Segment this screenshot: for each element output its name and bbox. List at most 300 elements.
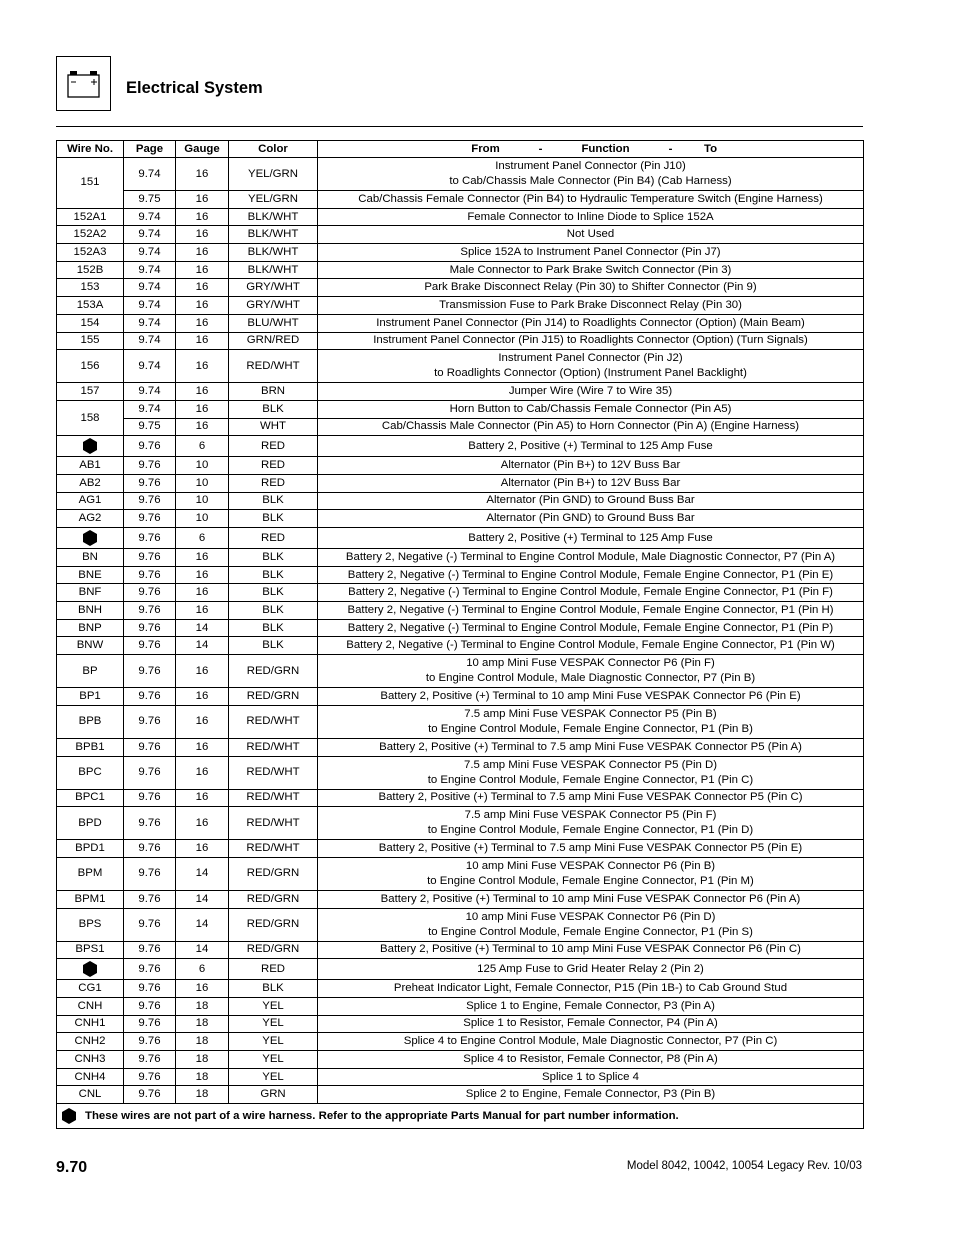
cell-page: 9.76 xyxy=(124,436,176,457)
function-line: to Cab/Chassis Male Connector (Pin B4) (Cab Harness) xyxy=(449,175,732,187)
cell-function xyxy=(318,457,864,475)
table-row xyxy=(57,244,864,262)
cell-color: BRN xyxy=(229,383,318,401)
cell-page: 9.76 xyxy=(124,738,176,756)
cell-function xyxy=(318,637,864,655)
function-line: Alternator (Pin GND) to Ground Buss Bar xyxy=(486,494,695,507)
cell-function xyxy=(318,510,864,528)
function-line: Cab/Chassis Male Connector (Pin A5) to Horn Connector (Pin A) (Engine Harness) xyxy=(381,420,800,433)
function-line: Battery 2, Positive (+) Terminal to 10 amp Mini Fuse VESPAK Connector P6 (Pin C) xyxy=(380,943,801,956)
cell-page: 9.76 xyxy=(124,637,176,655)
cell-page: 9.76 xyxy=(124,980,176,998)
cell-wire-no: BPC1 xyxy=(57,789,124,807)
table-row xyxy=(57,510,864,528)
cell-function xyxy=(318,418,864,436)
cell-function xyxy=(318,619,864,637)
cell-gauge: 18 xyxy=(176,1051,229,1069)
table-row xyxy=(57,959,864,980)
cell-gauge: 16 xyxy=(176,383,229,401)
cell-color: BLK xyxy=(229,980,318,998)
cell-function xyxy=(318,1086,864,1104)
hexagon-icon xyxy=(82,438,98,454)
cell-wire-no: BPM xyxy=(57,857,124,890)
cell-wire-no xyxy=(57,528,124,549)
cell-gauge: 16 xyxy=(176,297,229,315)
cell-color: RED xyxy=(229,436,318,457)
cell-gauge: 16 xyxy=(176,191,229,209)
cell-color: RED/WHT xyxy=(229,840,318,858)
table-row xyxy=(57,418,864,436)
cell-wire-no: CNH1 xyxy=(57,1015,124,1033)
cell-function xyxy=(318,1068,864,1086)
function-line: 10 amp Mini Fuse VESPAK Connector P6 (Pin F) xyxy=(466,657,715,670)
cell-page: 9.76 xyxy=(124,549,176,567)
cell-page: 9.76 xyxy=(124,510,176,528)
cell-page: 9.74 xyxy=(124,314,176,332)
table-row xyxy=(57,908,864,941)
cell-page: 9.76 xyxy=(124,602,176,620)
cell-color: RED/GRN xyxy=(229,857,318,890)
cell-gauge: 10 xyxy=(176,510,229,528)
cell-page: 9.76 xyxy=(124,1033,176,1051)
cell-gauge: 16 xyxy=(176,261,229,279)
cell-page: 9.74 xyxy=(124,332,176,350)
cell-function xyxy=(318,840,864,858)
table-row xyxy=(57,383,864,401)
function-line: Battery 2, Positive (+) Terminal to 7.5 amp Mini Fuse VESPAK Connector P5 (Pin C) xyxy=(378,791,803,804)
cell-gauge: 16 xyxy=(176,756,229,789)
cell-color: YEL xyxy=(229,1068,318,1086)
cell-color: RED/WHT xyxy=(229,756,318,789)
cell-function xyxy=(318,890,864,908)
cell-gauge: 16 xyxy=(176,602,229,620)
table-row xyxy=(57,941,864,959)
function-line: 10 amp Mini Fuse VESPAK Connector P6 (Pin D) xyxy=(465,910,716,923)
cell-gauge: 16 xyxy=(176,314,229,332)
cell-page: 9.76 xyxy=(124,959,176,980)
cell-function xyxy=(318,332,864,350)
cell-gauge: 16 xyxy=(176,566,229,584)
cell-wire-no: 152A3 xyxy=(57,244,124,262)
table-row xyxy=(57,789,864,807)
cell-page: 9.76 xyxy=(124,474,176,492)
cell-gauge: 14 xyxy=(176,637,229,655)
table-row xyxy=(57,208,864,226)
cell-wire-no: BPS xyxy=(57,908,124,941)
function-line: Battery 2, Positive (+) Terminal to 7.5 amp Mini Fuse VESPAK Connector P5 (Pin A) xyxy=(379,740,802,753)
table-row xyxy=(57,566,864,584)
cell-gauge: 16 xyxy=(176,840,229,858)
cell-wire-no: 153 xyxy=(57,279,124,297)
cell-page: 9.76 xyxy=(124,528,176,549)
table-row xyxy=(57,688,864,706)
function-line: Instrument Panel Connector (Pin J14) to Roadlights Connector (Option) (Main Beam) xyxy=(376,316,805,329)
function-line: Battery 2, Negative (-) Terminal to Engine Control Module, Female Engine Connector, P1 (Pin F) xyxy=(348,586,833,599)
cell-function xyxy=(318,492,864,510)
function-line: Male Connector to Park Brake Switch Connector (Pin 3) xyxy=(449,263,732,276)
table-row xyxy=(57,492,864,510)
cell-page: 9.76 xyxy=(124,1086,176,1104)
cell-function xyxy=(318,279,864,297)
cell-function xyxy=(318,297,864,315)
col-color: Color xyxy=(229,141,318,158)
cell-function xyxy=(318,908,864,941)
cell-wire-no: 152A2 xyxy=(57,226,124,244)
table-row xyxy=(57,584,864,602)
cell-color: GRY/WHT xyxy=(229,279,318,297)
cell-color: RED/WHT xyxy=(229,350,318,383)
cell-function xyxy=(318,474,864,492)
table-row xyxy=(57,314,864,332)
cell-page: 9.76 xyxy=(124,890,176,908)
cell-gauge: 14 xyxy=(176,619,229,637)
cell-color: RED/GRN xyxy=(229,941,318,959)
function-line: to Engine Control Module, Female Engine Connector, P1 (Pin M) xyxy=(427,874,754,887)
cell-color: BLK xyxy=(229,637,318,655)
cell-color: RED/GRN xyxy=(229,908,318,941)
cell-function xyxy=(318,191,864,209)
function-line: Splice 2 to Engine, Female Connector, P3 (Pin B) xyxy=(465,1088,716,1101)
table-row xyxy=(57,549,864,567)
cell-gauge: 16 xyxy=(176,400,229,418)
cell-gauge: 16 xyxy=(176,980,229,998)
cell-wire-no: 158 xyxy=(57,400,124,435)
cell-color: BLK/WHT xyxy=(229,208,318,226)
cell-gauge: 14 xyxy=(176,941,229,959)
cell-color: RED/GRN xyxy=(229,688,318,706)
cell-color: RED/WHT xyxy=(229,807,318,840)
cell-function xyxy=(318,756,864,789)
cell-color: BLK/WHT xyxy=(229,226,318,244)
table-row xyxy=(57,1051,864,1069)
table-row xyxy=(57,350,864,383)
table-row xyxy=(57,980,864,998)
cell-color: BLK xyxy=(229,400,318,418)
cell-function xyxy=(318,1015,864,1033)
cell-page: 9.76 xyxy=(124,857,176,890)
function-line: 125 Amp Fuse to Grid Heater Relay 2 (Pin 2) xyxy=(477,962,704,975)
cell-gauge: 6 xyxy=(176,436,229,457)
function-line: to Engine Control Module, Female Engine Connector, P1 (Pin D) xyxy=(427,824,754,837)
cell-color: GRY/WHT xyxy=(229,297,318,315)
cell-gauge: 14 xyxy=(176,908,229,941)
cell-color: YEL/GRN xyxy=(229,158,318,191)
cell-color: BLK/WHT xyxy=(229,244,318,262)
table-row xyxy=(57,436,864,457)
function-line: Splice 1 to Resistor, Female Connector, P4 (Pin A) xyxy=(463,1017,718,1030)
cell-page: 9.76 xyxy=(124,1051,176,1069)
cell-function xyxy=(318,383,864,401)
hexagon-icon xyxy=(82,961,98,977)
cell-color: RED/WHT xyxy=(229,738,318,756)
cell-function xyxy=(318,941,864,959)
function-line: Alternator (Pin B+) to 12V Buss Bar xyxy=(500,476,681,489)
cell-color: BLK xyxy=(229,492,318,510)
cell-color: RED xyxy=(229,457,318,475)
cell-color: WHT xyxy=(229,418,318,436)
cell-color: RED xyxy=(229,959,318,980)
cell-wire-no: CNH3 xyxy=(57,1051,124,1069)
function-line: Preheat Indicator Light, Female Connector, P15 (Pin 1B-) to Cab Ground Stud xyxy=(393,982,788,995)
cell-color: RED/GRN xyxy=(229,655,318,688)
cell-page: 9.74 xyxy=(124,158,176,191)
cell-function xyxy=(318,688,864,706)
function-line: 10 amp Mini Fuse VESPAK Connector P6 (Pin B) xyxy=(465,859,716,872)
function-line: Alternator (Pin B+) to 12V Buss Bar xyxy=(500,459,681,472)
cell-gauge: 14 xyxy=(176,857,229,890)
table-row xyxy=(57,1015,864,1033)
function-line: to Roadlights Connector (Option) (Instrument Panel Backlight) xyxy=(434,367,747,380)
function-line: Park Brake Disconnect Relay (Pin 30) to Shifter Connector (Pin 9) xyxy=(424,281,757,294)
cell-wire-no: BPC xyxy=(57,756,124,789)
cell-page: 9.74 xyxy=(124,383,176,401)
cell-page: 9.76 xyxy=(124,619,176,637)
table-row xyxy=(57,705,864,738)
cell-gauge: 16 xyxy=(176,350,229,383)
cell-page: 9.76 xyxy=(124,492,176,510)
cell-function xyxy=(318,857,864,890)
cell-color: BLK xyxy=(229,584,318,602)
cell-wire-no: BNF xyxy=(57,584,124,602)
cell-gauge: 18 xyxy=(176,1015,229,1033)
cell-page: 9.74 xyxy=(124,297,176,315)
cell-color: YEL xyxy=(229,1051,318,1069)
cell-gauge: 16 xyxy=(176,738,229,756)
function-line: Transmission Fuse to Park Brake Disconnect Relay (Pin 30) xyxy=(439,298,742,311)
cell-gauge: 16 xyxy=(176,705,229,738)
table-row xyxy=(57,756,864,789)
cell-wire-no: BP xyxy=(57,655,124,688)
cell-color: RED xyxy=(229,528,318,549)
table-row xyxy=(57,655,864,688)
cell-color: YEL xyxy=(229,997,318,1015)
cell-gauge: 16 xyxy=(176,688,229,706)
cell-function xyxy=(318,400,864,418)
cell-page: 9.76 xyxy=(124,807,176,840)
cell-function xyxy=(318,738,864,756)
cell-gauge: 6 xyxy=(176,959,229,980)
function-line: Battery 2, Negative (-) Terminal to Engine Control Module, Male Diagnostic Connector, P7 (Pin A) xyxy=(345,550,836,563)
cell-gauge: 16 xyxy=(176,584,229,602)
function-line: Not Used xyxy=(566,228,615,241)
cell-function xyxy=(318,244,864,262)
cell-function xyxy=(318,261,864,279)
cell-function xyxy=(318,602,864,620)
table-row xyxy=(57,890,864,908)
cell-wire-no: CG1 xyxy=(57,980,124,998)
cell-page: 9.74 xyxy=(124,208,176,226)
table-row xyxy=(57,297,864,315)
cell-page: 9.76 xyxy=(124,566,176,584)
function-line: Battery 2, Negative (-) Terminal to Engine Control Module, Female Engine Connector, P1 (Pin E) xyxy=(347,568,834,581)
cell-wire-no: 156 xyxy=(57,350,124,383)
function-line: Battery 2, Positive (+) Terminal to 10 amp Mini Fuse VESPAK Connector P6 (Pin E) xyxy=(380,689,801,702)
cell-wire-no: 154 xyxy=(57,314,124,332)
cell-wire-no: 153A xyxy=(57,297,124,315)
cell-wire-no: BNH xyxy=(57,602,124,620)
col-gauge: Gauge xyxy=(176,141,229,158)
cell-page: 9.76 xyxy=(124,941,176,959)
cell-page: 9.74 xyxy=(124,350,176,383)
cell-wire-no: BP1 xyxy=(57,688,124,706)
table-row xyxy=(57,840,864,858)
cell-page: 9.76 xyxy=(124,789,176,807)
cell-page: 9.74 xyxy=(124,226,176,244)
cell-color: BLK xyxy=(229,619,318,637)
cell-function xyxy=(318,959,864,980)
function-line: Battery 2, Positive (+) Terminal to 125 Amp Fuse xyxy=(468,531,713,544)
page-number: 9.70 xyxy=(56,1159,88,1176)
cell-wire-no: AG1 xyxy=(57,492,124,510)
hexagon-icon xyxy=(82,530,98,546)
table-row xyxy=(57,400,864,418)
cell-page: 9.74 xyxy=(124,279,176,297)
cell-gauge: 18 xyxy=(176,1068,229,1086)
cell-wire-no: 151 xyxy=(57,158,124,209)
function-line: to Engine Control Module, Female Engine Connector, P1 (Pin C) xyxy=(427,773,754,786)
table-row xyxy=(57,1086,864,1104)
cell-wire-no: BPD xyxy=(57,807,124,840)
col-page: Page xyxy=(124,141,176,158)
cell-function xyxy=(318,1033,864,1051)
function-line: 7.5 amp Mini Fuse VESPAK Connector P5 (Pin B) xyxy=(464,707,717,720)
table-row xyxy=(57,1033,864,1051)
model-revision: Model 8042, 10042, 10054 Legacy Rev. 10/03 xyxy=(626,1160,862,1172)
table-row xyxy=(57,191,864,209)
cell-color: RED/WHT xyxy=(229,789,318,807)
cell-function xyxy=(318,226,864,244)
function-line: Horn Button to Cab/Chassis Female Connector (Pin A5) xyxy=(449,402,732,415)
cell-page: 9.74 xyxy=(124,244,176,262)
function-line: Splice 4 to Engine Control Module, Male Diagnostic Connector, P7 (Pin C) xyxy=(403,1035,778,1048)
cell-color: GRN xyxy=(229,1086,318,1104)
section-title: Electrical System xyxy=(126,79,263,97)
function-line: to Engine Control Module, Female Engine Connector, P1 (Pin B) xyxy=(428,722,753,735)
function-line: Battery 2, Negative (-) Terminal to Engine Control Module, Female Engine Connector, P1 (Pin P) xyxy=(347,621,834,634)
cell-gauge: 10 xyxy=(176,474,229,492)
cell-page: 9.76 xyxy=(124,655,176,688)
cell-wire-no: BNW xyxy=(57,637,124,655)
cell-gauge: 10 xyxy=(176,457,229,475)
cell-page: 9.76 xyxy=(124,840,176,858)
cell-color: YEL/GRN xyxy=(229,191,318,209)
cell-page: 9.76 xyxy=(124,1068,176,1086)
table-row xyxy=(57,332,864,350)
function-line: to Engine Control Module, Male Diagnostic Connector, P7 (Pin B) xyxy=(425,672,756,685)
cell-page: 9.75 xyxy=(124,418,176,436)
header-rule xyxy=(56,126,863,127)
cell-gauge: 16 xyxy=(176,279,229,297)
cell-color: BLK xyxy=(229,510,318,528)
function-line: Instrument Panel Connector (Pin J2) xyxy=(498,352,683,365)
cell-wire-no: BPM1 xyxy=(57,890,124,908)
cell-wire-no: BNP xyxy=(57,619,124,637)
cell-gauge: 16 xyxy=(176,208,229,226)
cell-color: BLK xyxy=(229,566,318,584)
cell-gauge: 6 xyxy=(176,528,229,549)
function-line: 7.5 amp Mini Fuse VESPAK Connector P5 (Pin D) xyxy=(463,758,718,771)
cell-function xyxy=(318,980,864,998)
cell-gauge: 16 xyxy=(176,418,229,436)
cell-wire-no: BPD1 xyxy=(57,840,124,858)
cell-wire-no: BNE xyxy=(57,566,124,584)
cell-gauge: 16 xyxy=(176,244,229,262)
cell-page: 9.76 xyxy=(124,457,176,475)
cell-gauge: 16 xyxy=(176,789,229,807)
table-header-row xyxy=(57,141,864,158)
function-line: Battery 2, Positive (+) Terminal to 125 Amp Fuse xyxy=(468,439,713,452)
function-line: Battery 2, Positive (+) Terminal to 7.5 amp Mini Fuse VESPAK Connector P5 (Pin E) xyxy=(378,842,803,855)
cell-wire-no: BPB xyxy=(57,705,124,738)
cell-color: BLU/WHT xyxy=(229,314,318,332)
battery-icon xyxy=(56,56,111,111)
cell-function xyxy=(318,655,864,688)
col-function: From - Function - To xyxy=(318,141,864,158)
cell-function xyxy=(318,208,864,226)
cell-gauge: 16 xyxy=(176,158,229,191)
table-row xyxy=(57,457,864,475)
cell-function xyxy=(318,314,864,332)
cell-gauge: 16 xyxy=(176,655,229,688)
function-line: Splice 1 to Engine, Female Connector, P3 (Pin A) xyxy=(466,999,715,1012)
table-row xyxy=(57,997,864,1015)
function-line: 7.5 amp Mini Fuse VESPAK Connector P5 (Pin F) xyxy=(464,809,717,822)
cell-page: 9.76 xyxy=(124,705,176,738)
cell-color: YEL xyxy=(229,1033,318,1051)
cell-wire-no: BN xyxy=(57,549,124,567)
cell-page: 9.76 xyxy=(124,1015,176,1033)
cell-page: 9.76 xyxy=(124,584,176,602)
cell-color: BLK xyxy=(229,602,318,620)
footnote-text: These wires are not part of a wire harness. Refer to the appropriate Parts Manual for part number information. xyxy=(85,1110,679,1123)
function-line: Jumper Wire (Wire 7 to Wire 35) xyxy=(508,385,673,398)
function-line: Female Connector to Inline Diode to Splice 152A xyxy=(467,210,714,223)
cell-page: 9.76 xyxy=(124,756,176,789)
cell-wire-no: 152A1 xyxy=(57,208,124,226)
function-line: Battery 2, Positive (+) Terminal to 10 amp Mini Fuse VESPAK Connector P6 (Pin A) xyxy=(380,892,801,905)
cell-wire-no: CNL xyxy=(57,1086,124,1104)
cell-wire-no: AB1 xyxy=(57,457,124,475)
cell-gauge: 16 xyxy=(176,807,229,840)
table-row xyxy=(57,807,864,840)
cell-color: RED/WHT xyxy=(229,705,318,738)
table-row xyxy=(57,637,864,655)
cell-color: YEL xyxy=(229,1015,318,1033)
function-line: Instrument Panel Connector (Pin J15) to Roadlights Connector (Option) (Turn Signals) xyxy=(373,334,808,347)
table-row xyxy=(57,1068,864,1086)
cell-function xyxy=(318,1051,864,1069)
cell-gauge: 14 xyxy=(176,890,229,908)
cell-color: BLK/WHT xyxy=(229,261,318,279)
table-row xyxy=(57,279,864,297)
table-row xyxy=(57,602,864,620)
function-line: Splice 4 to Resistor, Female Connector, P8 (Pin A) xyxy=(463,1052,718,1065)
cell-wire-no: BPB1 xyxy=(57,738,124,756)
cell-wire-no: CNH xyxy=(57,997,124,1015)
function-line: Splice 1 to Splice 4 xyxy=(542,1070,639,1083)
cell-wire-no xyxy=(57,436,124,457)
cell-wire-no: CNH2 xyxy=(57,1033,124,1051)
hexagon-icon xyxy=(61,1108,77,1124)
table-row xyxy=(57,261,864,279)
cell-function xyxy=(318,158,864,191)
cell-function xyxy=(318,705,864,738)
cell-function xyxy=(318,566,864,584)
table-row xyxy=(57,857,864,890)
function-line: Cab/Chassis Female Connector (Pin B4) to Hydraulic Temperature Switch (Engine Harness) xyxy=(358,192,823,205)
function-line: Battery 2, Negative (-) Terminal to Engine Control Module, Female Engine Connector, P1 (Pin H) xyxy=(347,603,834,616)
cell-gauge: 18 xyxy=(176,1086,229,1104)
